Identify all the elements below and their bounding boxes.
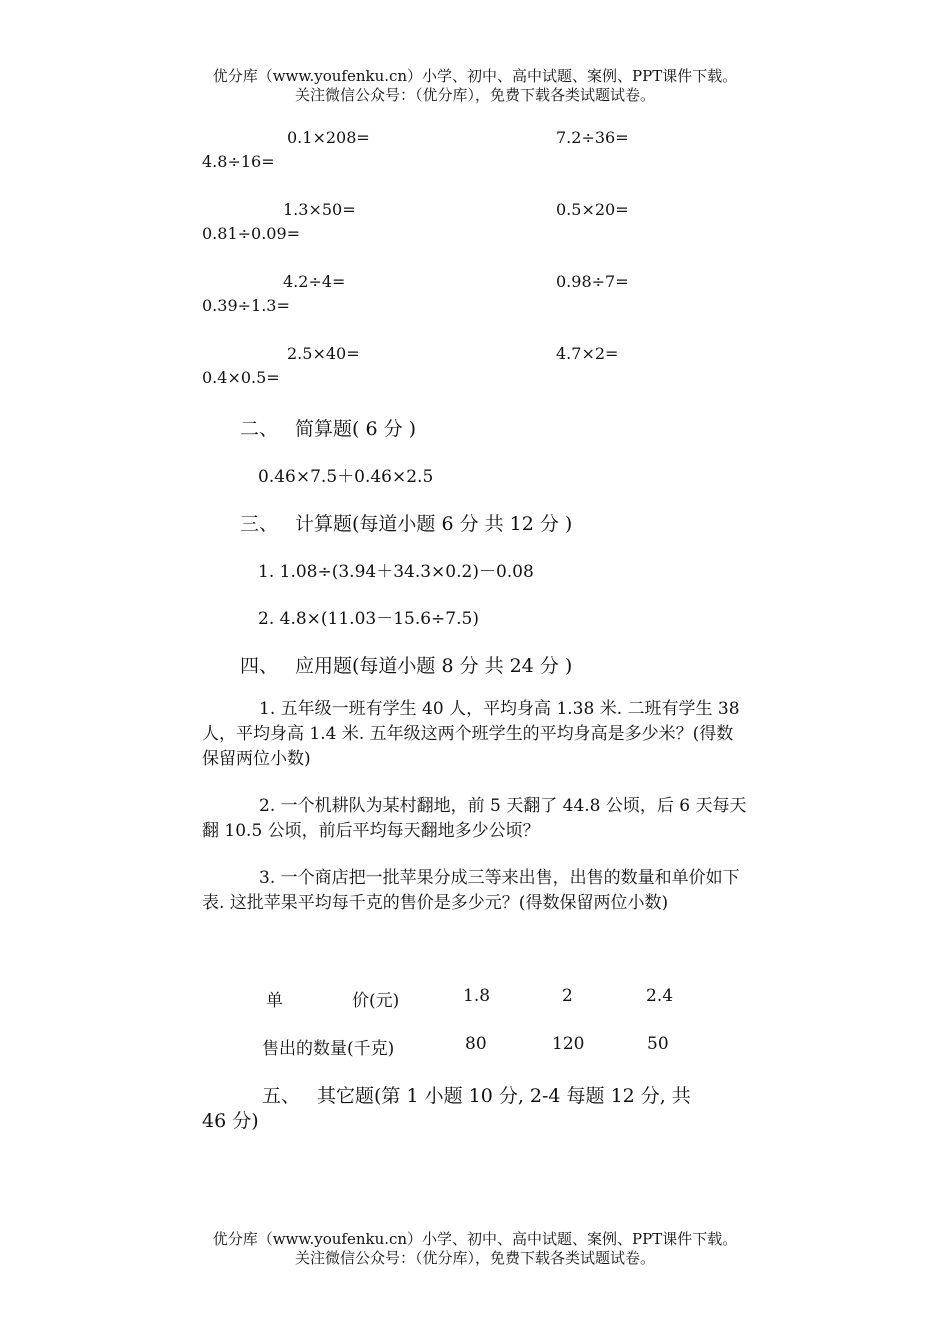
table-row-1-label-a: 单 — [266, 991, 283, 1011]
section-4-number: 四、 — [240, 655, 279, 677]
section-3-number: 三、 — [240, 513, 279, 535]
calc-item: 0.39÷1.3= — [202, 296, 290, 315]
section-5-title-continued: 46 分) — [202, 1110, 259, 1132]
section-2-question-1: 0.46×7.5＋0.46×2.5 — [258, 467, 434, 487]
section-3-title: 计算题(每道小题 6 分 共 12 分 ) — [295, 513, 573, 535]
table-cell: 1.8 — [463, 986, 491, 1006]
calc-item: 1.3×50= — [283, 200, 356, 219]
calc-item: 0.81÷0.09= — [202, 224, 301, 243]
table-cell: 50 — [647, 1034, 669, 1054]
table-row-2-label: 售出的数量(千克) — [262, 1039, 395, 1059]
section-3-question-1: 1. 1.08÷(3.94＋34.3×0.2)－0.08 — [258, 562, 534, 582]
table-cell: 2 — [562, 986, 573, 1006]
section-4-title: 应用题(每道小题 8 分 共 24 分 ) — [295, 655, 573, 677]
calc-item: 4.7×2= — [556, 344, 619, 363]
table-cell: 120 — [552, 1034, 585, 1054]
calc-item: 7.2÷36= — [556, 128, 629, 147]
table-cell: 80 — [465, 1034, 487, 1054]
page-header-line-2: 关注微信公众号：（优分库），免费下载各类试题试卷。 — [294, 86, 655, 104]
calc-item: 0.98÷7= — [556, 272, 629, 291]
section-4-question-3 — [202, 866, 747, 916]
calc-item: 0.1×208= — [287, 128, 370, 147]
section-4-question-3-text: 3. 一个商店把一批苹果分成三等来出售，出售的数量和单价如下表. 这批苹果平均每千克的售价是多少元？(得数保留两位小数) — [202, 868, 740, 913]
section-3-question-2: 2. 4.8×(11.03－15.6÷7.5) — [258, 609, 479, 629]
section-2-number: 二、 — [240, 418, 279, 440]
page-footer-line-1: 优分库（www.youfenku.cn）小学、初中、高中试题、案例、PPT课件下载。 — [212, 1230, 738, 1248]
section-5-number: 五、 — [262, 1085, 301, 1107]
page-header-line-1: 优分库（www.youfenku.cn）小学、初中、高中试题、案例、PPT课件下载。 — [212, 67, 738, 85]
calc-item: 4.2÷4= — [283, 272, 346, 291]
calc-item: 4.8÷16= — [202, 152, 275, 171]
section-4-question-1-text: 1. 五年级一班有学生 40 人，平均身高 1.38 米. 二班有学生 38 人，平均身高 1.4 米. 五年级这两个班学生的平均身高是多少米？(得数保留两位小数) — [202, 699, 740, 769]
section-2-title: 简算题( 6 分 ) — [295, 418, 417, 440]
section-5-title: 其它题(第 1 小题 10 分, 2-4 每题 12 分, 共 — [317, 1085, 691, 1107]
section-4-question-2-text: 2. 一个机耕队为某村翻地，前 5 天翻了 44.8 公顷，后 6 天每天翻 10.5 公顷，前后平均每天翻地多少公顷？ — [202, 796, 747, 841]
calc-item: 0.4×0.5= — [202, 368, 280, 387]
section-4-question-1 — [202, 697, 747, 772]
table-row-1-label-b: 价(元) — [352, 991, 400, 1011]
table-cell: 2.4 — [646, 986, 674, 1006]
page-footer-line-2: 关注微信公众号：（优分库），免费下载各类试题试卷。 — [294, 1249, 655, 1267]
calc-item: 0.5×20= — [556, 200, 629, 219]
section-4-question-2 — [202, 794, 747, 844]
calc-item: 2.5×40= — [287, 344, 360, 363]
